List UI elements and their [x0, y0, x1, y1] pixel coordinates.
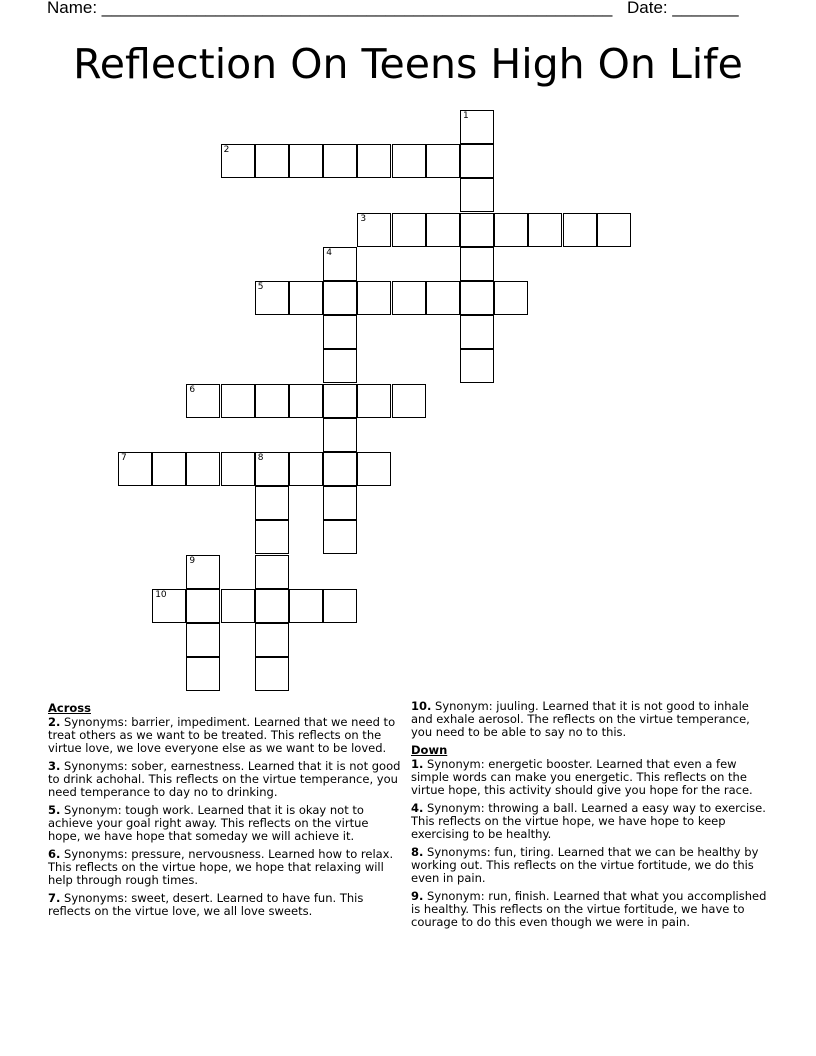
grid-cell[interactable] — [460, 144, 494, 178]
grid-cell[interactable] — [186, 384, 220, 418]
grid-cell[interactable] — [323, 486, 357, 520]
clue-number: 10 — [155, 589, 167, 600]
grid-cell[interactable] — [323, 452, 357, 486]
grid-cell[interactable] — [221, 144, 255, 178]
grid-cell[interactable] — [323, 247, 357, 281]
grid-cell[interactable] — [460, 281, 494, 315]
across-clue — [48, 848, 404, 887]
clue-text: Synonyms: sober, earnestness. Learned that it is not good to drink achohal. This reflects on the virtue temperance, you need temperance to day no to drinking. — [48, 759, 401, 799]
down-clue — [411, 802, 767, 841]
clue-text: Synonym: energetic booster. Learned that even a few simple words can make you energetic. This reflects on the virtue hope, this activity should give you hope for the race. — [411, 757, 753, 797]
across-heading: Across — [48, 701, 91, 715]
grid-cell[interactable] — [255, 555, 289, 589]
grid-cell[interactable] — [563, 213, 597, 247]
grid-cell[interactable] — [460, 247, 494, 281]
grid-cell[interactable] — [357, 144, 391, 178]
grid-cell[interactable] — [255, 486, 289, 520]
across-clue — [48, 804, 404, 843]
clue-text: Synonyms: sweet, desert. Learned to have fun. This reflects on the virtue love, we all love sweets. — [48, 891, 364, 918]
grid-cell[interactable] — [186, 589, 220, 623]
clue-number: 3. — [48, 759, 61, 773]
clue-text: Synonym: tough work. Learned that it is okay not to achieve your goal right away. This reflects on the virtue hope, we have hope that someday we will achieve it. — [48, 803, 369, 843]
grid-cell[interactable] — [460, 213, 494, 247]
clue-text: Synonym: juuling. Learned that it is not good to inhale and exhale aerosol. The reflects on the virtue temperance, you need to be able to say no to this. — [411, 699, 750, 739]
clue-number: 1 — [463, 111, 469, 121]
clue-text: Synonyms: pressure, nervousness. Learned how to relax. This reflects on the virtue hope, we hope that relaxing will help through rough times. — [48, 847, 394, 887]
grid-cell[interactable] — [392, 384, 426, 418]
clue-number: 5. — [48, 803, 61, 817]
down-clue — [411, 758, 767, 797]
clues-left-column — [48, 700, 404, 923]
grid-cell[interactable] — [255, 520, 289, 554]
across-clue-list — [48, 716, 404, 918]
grid-cell[interactable] — [357, 452, 391, 486]
grid-cell[interactable] — [255, 589, 289, 623]
clue-number: 9 — [189, 555, 196, 566]
clue-text: Synonym: throwing a ball. Learned a easy way to exercise. This reflects on the virtue hope, we have hope to keep exercising to be healthy. — [411, 801, 766, 841]
grid-cell[interactable] — [323, 520, 357, 554]
clue-number: 4. — [411, 801, 424, 815]
grid-cell[interactable] — [597, 213, 631, 247]
grid-cell[interactable] — [392, 281, 426, 315]
grid-cell[interactable] — [323, 144, 357, 178]
across-clue — [48, 760, 404, 799]
clues-right-column — [411, 700, 767, 934]
down-heading: Down — [411, 743, 448, 757]
grid-cell[interactable] — [221, 452, 255, 486]
grid-cell[interactable] — [357, 213, 391, 247]
grid-cell[interactable] — [186, 657, 220, 691]
grid-cell[interactable] — [221, 589, 255, 623]
grid-cell[interactable] — [357, 384, 391, 418]
grid-cell[interactable] — [255, 452, 289, 486]
grid-cell[interactable] — [494, 213, 528, 247]
page-title: Reflection On Teens High On Life — [73, 40, 743, 88]
clue-text: Synonym: run, finish. Learned that what you accomplished is healthy. This reflects on the virtue fortitude, we have to courage to do this even though we were in pain. — [411, 889, 767, 929]
clue-number: 2 — [223, 145, 230, 156]
grid-cell[interactable] — [289, 452, 323, 486]
clue-number: 7 — [121, 453, 127, 463]
grid-cell[interactable] — [186, 555, 220, 589]
grid-cell[interactable] — [426, 213, 460, 247]
grid-cell[interactable] — [460, 178, 494, 212]
grid-cell[interactable] — [152, 452, 186, 486]
grid-cell[interactable] — [221, 384, 255, 418]
clue-number: 6 — [189, 384, 196, 395]
clue-text: Synonyms: barrier, impediment. Learned that we need to treat others as we want to be treated. This reflects on the virtue love, we love everyone else as we want to be loved. — [48, 715, 396, 755]
grid-cell[interactable] — [289, 144, 323, 178]
grid-cell[interactable] — [392, 144, 426, 178]
clue-number: 4 — [326, 247, 332, 258]
grid-cell[interactable] — [255, 384, 289, 418]
grid-cell[interactable] — [186, 623, 220, 657]
clue-number: 9. — [411, 889, 424, 903]
grid-cell[interactable] — [255, 281, 289, 315]
clue-number: 5 — [257, 282, 264, 292]
clue-number: 1. — [411, 757, 424, 771]
clue-number: 8 — [257, 453, 264, 463]
clue-number: 7. — [48, 891, 61, 905]
grid-cell[interactable] — [289, 589, 323, 623]
grid-cell[interactable] — [323, 384, 357, 418]
grid-cell[interactable] — [255, 623, 289, 657]
date-field-label: Date: _______ — [627, 0, 739, 17]
down-clue — [411, 890, 767, 929]
grid-cell[interactable] — [323, 418, 357, 452]
grid-cell[interactable] — [426, 281, 460, 315]
grid-cell[interactable] — [289, 281, 323, 315]
across-clue — [411, 700, 767, 739]
grid-cell[interactable] — [323, 281, 357, 315]
grid-cell[interactable] — [186, 452, 220, 486]
grid-cell[interactable] — [426, 144, 460, 178]
clue-number: 8. — [411, 845, 424, 859]
across-clue-list-continued — [411, 700, 767, 739]
grid-cell[interactable] — [460, 349, 494, 383]
clue-number: 6. — [48, 847, 61, 861]
clue-text: Synonyms: fun, tiring. Learned that we can be healthy by working out. This reflects on the virtue fortitude, we do this even in pain. — [411, 845, 759, 885]
down-clue — [411, 846, 767, 885]
grid-cell[interactable] — [323, 315, 357, 349]
down-clue-list — [411, 758, 767, 929]
grid-cell[interactable] — [118, 452, 152, 486]
grid-cell[interactable] — [323, 589, 357, 623]
name-field-label: Name: ______________________________________________________ — [47, 0, 613, 17]
grid-cell[interactable] — [289, 384, 323, 418]
grid-cell[interactable] — [528, 213, 562, 247]
grid-cell[interactable] — [152, 589, 186, 623]
grid-cell[interactable] — [323, 349, 357, 383]
grid-cell[interactable] — [392, 213, 426, 247]
grid-cell[interactable] — [255, 144, 289, 178]
grid-cell[interactable] — [255, 657, 289, 691]
across-clue — [48, 892, 404, 918]
grid-cell[interactable] — [460, 315, 494, 349]
clue-number: 10. — [411, 699, 432, 713]
grid-cell[interactable] — [357, 281, 391, 315]
clue-number: 3 — [360, 213, 367, 224]
grid-cell[interactable] — [494, 281, 528, 315]
across-clue — [48, 716, 404, 755]
clue-number: 2. — [48, 715, 61, 729]
grid-cell[interactable] — [460, 110, 494, 144]
